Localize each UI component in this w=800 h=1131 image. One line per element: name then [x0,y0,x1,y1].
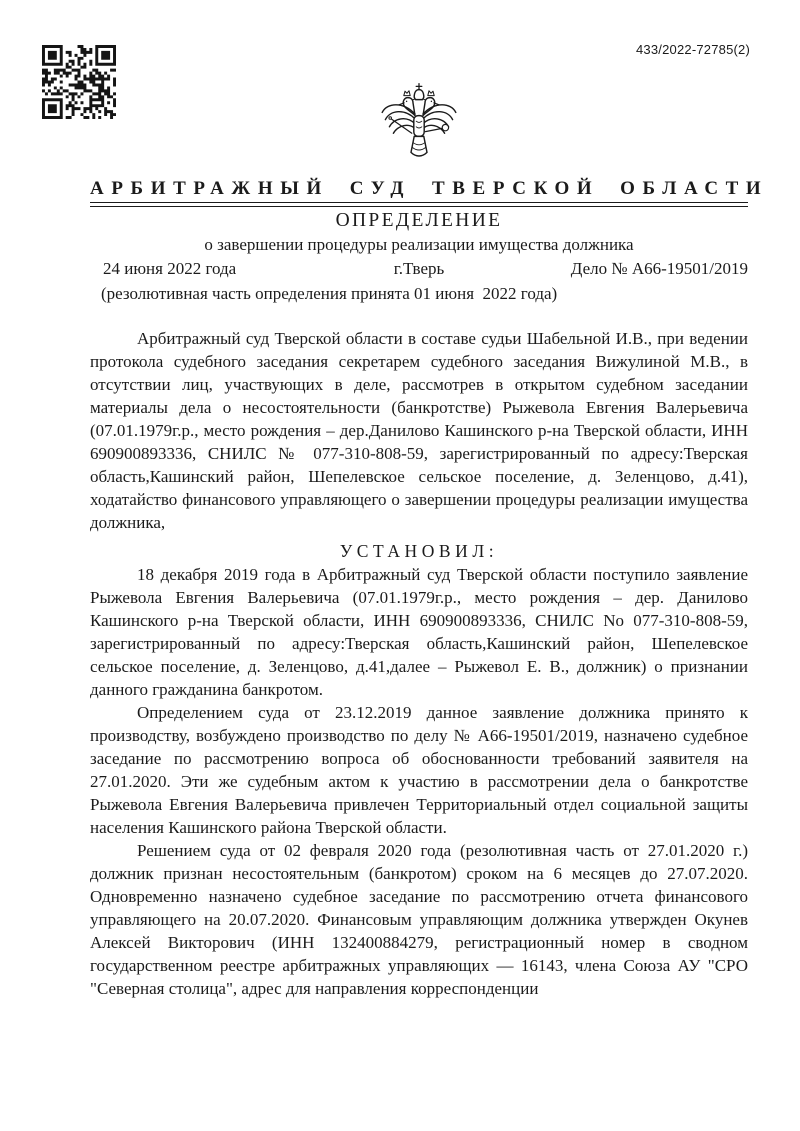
body-paragraph: 18 декабря 2019 года в Арбитражный суд Тверской области поступило заявление Рыжевола Евгения Валерьевича (07.01.1979г.р., место рождения – дер. Данилово Кашинского р-на Тверской области, ИНН 690900893336, СНИЛС No 077-310-808-59, зарегистрированный по адресу:Тверская область,Кашинский район, Шепелевское сельское поселение, д. Зеленцово, д.41,далее – Рыжевол Е. В., должник) о признании данного гражданина банкротом. [90,565,748,699]
document-content [0,82,800,1000]
court-city: г.Тверь [393,259,445,278]
document-type-title: ОПРЕДЕЛЕНИЕ [335,210,503,231]
body-paragraph: Решением суда от 02 февраля 2020 года (резолютивная часть от 27.01.2020 г.) должник признан несостоятельным (банкротом) сроком на 6 месяцев до 27.07.2020. Одновременно назначено судебное заседание по рассмотрению отчета финансового управляющего на 20.07.2020. Финансовым управляющим должника утвержден Окунев Алексей Викторович (ИНН 132400884279, регистрационный номер в сводном государственном реестре арбитражных управляющих — 16143, члена Союза АУ "СРО "Северная столица", адрес для направления корреспонденции [90,841,748,998]
document-subtitle: о завершении процедуры реализации имущества должника [204,235,634,254]
qr-code-icon [42,45,116,119]
court-name-title: АРБИТРАЖНЫЙ СУД ТВЕРСКОЙ ОБЛАСТИ [90,178,769,199]
date-row [90,259,748,282]
russia-coat-of-arms-icon [379,82,459,178]
ustanovil-heading: УСТАНОВИЛ: [339,541,499,561]
intro-paragraph: Арбитражный суд Тверской области в составе судьи Шабельной И.В., при ведении протокола судебного заседания секретарем судебного заседания Вижулиной М.В., в отсутствии лиц, участвующих в деле, рассмотрев в открытом судебном заседании материалы дела о несостоятельности (банкротстве) Рыжевола Евгения Валерьевича (07.01.1979г.р., место рождения – дер.Данилово Кашинского р-на Тверской области, ИНН 690900893336, СНИЛС № 077-310-808-59, зарегистрированный по адресу:Тверская область,Кашинский район, Шепелевское сельское поселение, д. Зеленцово, д.41), ходатайство финансового управляющего о завершении процедуры реализации имущества должника, [90,329,748,532]
resolution-note: (резолютивная часть определения принята 01 июня 2022 года) [101,284,558,303]
header-divider [90,202,748,207]
document-date: 24 июня 2022 года [103,259,237,278]
body-paragraph: Определением суда от 23.12.2019 данное заявление должника принято к производству, возбуждено производство по делу № А66-19501/2019, назначено судебное заседание по рассмотрению вопроса об обоснованности требований заявителя на 27.01.2020. Эти же судебным актом к участию в рассмотрении дела о банкротстве Рыжевола Евгения Валерьевича привлечен Территориальный отдел социальной защиты населения Кашинского района Тверской области. [90,703,748,837]
document-number: 433/2022-72785(2) [636,42,750,57]
qr-code-pattern [42,45,116,119]
case-number: Дело № А66-19501/2019 [570,259,748,278]
